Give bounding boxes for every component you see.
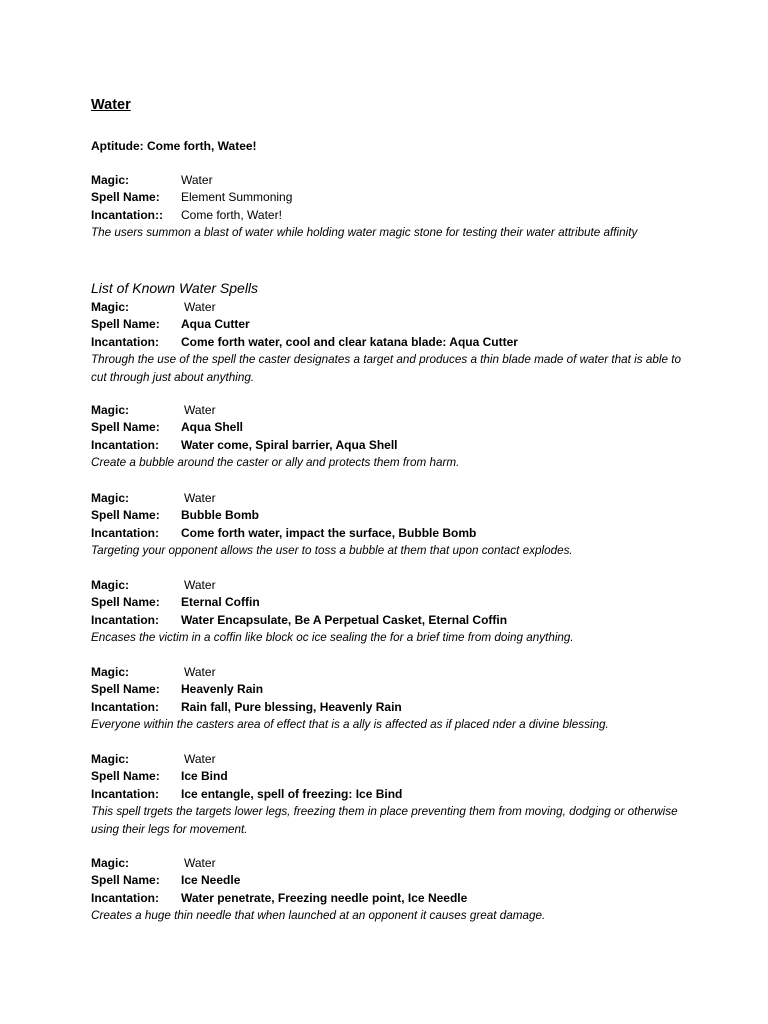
spell-block-ice-bind xyxy=(91,751,691,838)
incantation-row xyxy=(91,612,691,629)
spell-block-heavenly-rain xyxy=(91,664,691,734)
magic-row xyxy=(91,577,691,594)
spell-block-eternal-coffin xyxy=(91,577,691,647)
spell-description: Creates a huge thin needle that when launched at an opponent it causes great damage. xyxy=(91,909,546,923)
magic-value: Water xyxy=(181,173,213,187)
spell-name-row xyxy=(91,872,691,889)
magic-row xyxy=(91,855,691,872)
magic-row xyxy=(91,172,691,189)
magic-value: Water xyxy=(184,300,216,314)
incantation-label: Incantation: xyxy=(91,890,159,905)
page-title: Water xyxy=(91,97,131,113)
incantation-row xyxy=(91,890,691,907)
magic-label: Magic: xyxy=(91,665,130,679)
incantation-row xyxy=(91,786,691,803)
incantation-value: Come forth, Water! xyxy=(181,207,282,222)
aptitude-line: Aptitude: Come forth, Watee! xyxy=(91,139,257,153)
spell-name-value: Aqua Cutter xyxy=(181,317,250,332)
magic-row xyxy=(91,664,691,681)
magic-label: Magic: xyxy=(91,403,130,417)
incantation-row xyxy=(91,437,691,454)
spell-description: Targeting your opponent allows the user to toss a bubble at them that upon contact explodes. xyxy=(91,544,573,558)
spell-name-value: Ice Needle xyxy=(181,873,241,888)
magic-label: Magic: xyxy=(91,491,130,505)
magic-row xyxy=(91,402,691,419)
incantation-row xyxy=(91,525,691,542)
spell-name-label: Spell Name: xyxy=(91,682,160,697)
magic-row xyxy=(91,299,691,316)
magic-value: Water xyxy=(184,578,216,592)
magic-label: Magic: xyxy=(91,752,130,766)
spell-name-value: Aqua Shell xyxy=(181,420,244,435)
spell-name-label: Spell Name: xyxy=(91,508,160,523)
spell-name-value: Eternal Coffin xyxy=(181,595,260,610)
spell-block-aqua-shell xyxy=(91,402,691,472)
spell-description: Everyone within the casters area of effect that is a ally is affected as if placed nder a divine blessing. xyxy=(91,718,609,732)
magic-label: Magic: xyxy=(91,856,130,870)
spell-name-label: Spell Name: xyxy=(91,595,160,610)
incantation-label: Incantation: xyxy=(91,699,159,714)
list-heading: List of Known Water Spells xyxy=(91,280,259,296)
spell-name-row xyxy=(91,681,691,698)
spell-name-value: Bubble Bomb xyxy=(181,508,259,523)
magic-label: Magic: xyxy=(91,173,130,187)
spell-name-label: Spell Name: xyxy=(91,190,160,205)
incantation-label: Incantation: xyxy=(91,612,159,627)
spell-name-label: Spell Name: xyxy=(91,317,160,332)
magic-value: Water xyxy=(184,752,216,766)
spell-description: Create a bubble around the caster or ally and protects them from harm. xyxy=(91,456,460,470)
magic-row xyxy=(91,490,691,507)
incantation-label: Incantation:: xyxy=(91,207,163,222)
spell-name-label: Spell Name: xyxy=(91,420,160,435)
spell-block-bubble-bomb xyxy=(91,490,691,560)
incantation-row xyxy=(91,699,691,716)
incantation-value: Rain fall, Pure blessing, Heavenly Rain xyxy=(181,699,402,714)
magic-label: Magic: xyxy=(91,578,130,592)
incantation-value: Water Encapsulate, Be A Perpetual Casket, Eternal Coffin xyxy=(181,612,508,627)
incantation-value: Water come, Spiral barrier, Aqua Shell xyxy=(181,437,398,452)
spell-description: Through the use of the spell the caster designates a target and produces a thin blade made of water that is able to cut through just about anything. xyxy=(91,353,681,384)
spell-name-value: Element Summoning xyxy=(181,190,293,205)
spell-description: Encases the victim in a coffin like block oc ice sealing the for a brief time from doing anything. xyxy=(91,631,574,645)
spell-name-row xyxy=(91,768,691,785)
magic-value: Water xyxy=(184,665,216,679)
incantation-value: Ice entangle, spell of freezing: Ice Bind xyxy=(181,786,403,801)
incantation-value: Come forth water, cool and clear katana blade: Aqua Cutter xyxy=(181,334,518,349)
spell-name-row xyxy=(91,189,691,206)
incantation-row xyxy=(91,207,691,224)
incantation-value: Come forth water, impact the surface, Bubble Bomb xyxy=(181,525,477,540)
intro-spell-block xyxy=(91,172,691,242)
spell-name-row xyxy=(91,594,691,611)
magic-value: Water xyxy=(184,491,216,505)
spell-description: This spell trgets the targets lower legs, freezing them in place preventing them from moving, dodging or otherwise using their legs for movement. xyxy=(91,805,678,836)
magic-row xyxy=(91,751,691,768)
spell-name-label: Spell Name: xyxy=(91,769,160,784)
spell-name-value: Heavenly Rain xyxy=(181,682,264,697)
spell-name-row xyxy=(91,316,691,333)
incantation-label: Incantation: xyxy=(91,786,159,801)
spell-name-value: Ice Bind xyxy=(181,769,228,784)
spell-block-aqua-cutter xyxy=(91,299,691,386)
spell-name-label: Spell Name: xyxy=(91,873,160,888)
magic-value: Water xyxy=(184,856,216,870)
incantation-value: Water penetrate, Freezing needle point, Ice Needle xyxy=(181,890,468,905)
incantation-row xyxy=(91,334,691,351)
incantation-label: Incantation: xyxy=(91,334,159,349)
incantation-label: Incantation: xyxy=(91,437,159,452)
spell-name-row xyxy=(91,419,691,436)
magic-label: Magic: xyxy=(91,300,130,314)
spell-name-row xyxy=(91,507,691,524)
incantation-label: Incantation: xyxy=(91,525,159,540)
magic-value: Water xyxy=(184,403,216,417)
spell-block-ice-needle xyxy=(91,855,691,925)
spell-description: The users summon a blast of water while holding water magic stone for testing their water attribute affinity xyxy=(91,226,638,240)
